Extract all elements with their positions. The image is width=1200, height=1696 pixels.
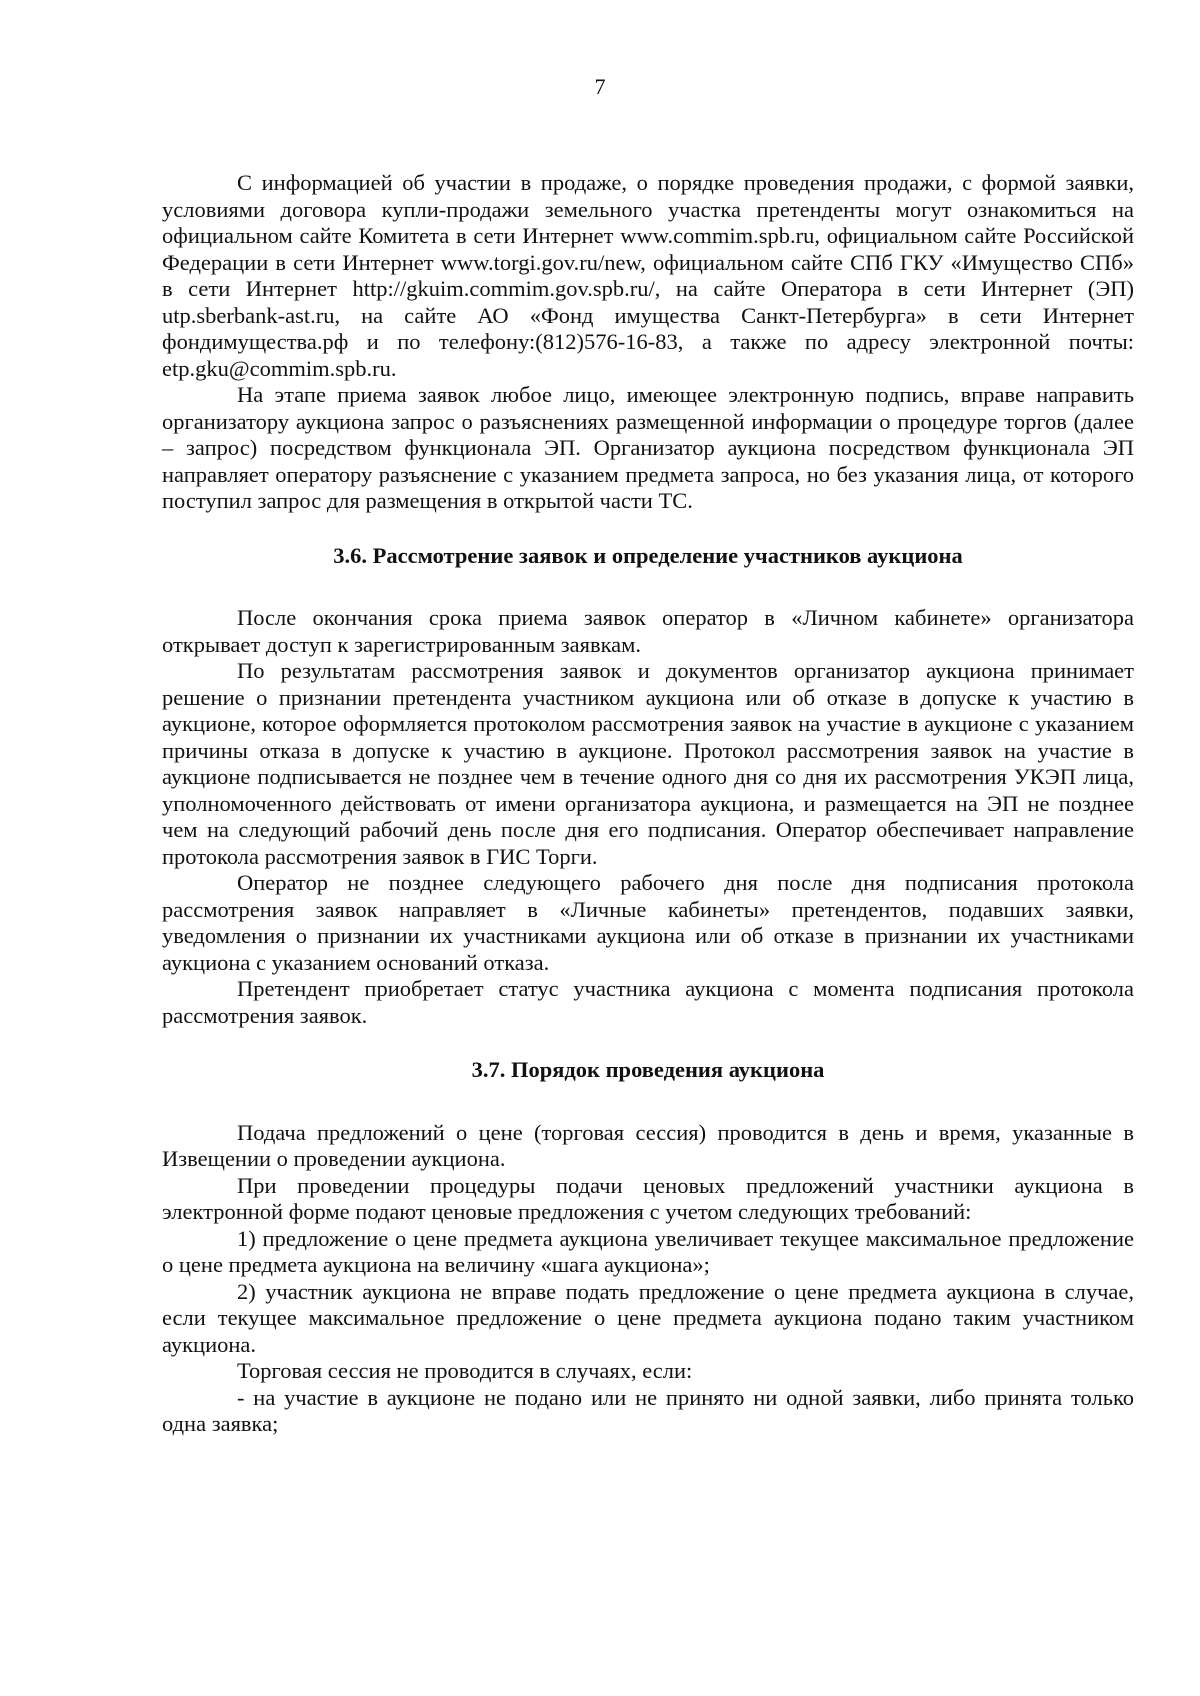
paragraph: Оператор не позднее следующего рабочего дня после дня подписания протокола рассмотрения заявок направляет в «Личные кабинеты» претендентов, подавших заявки, уведомления о признании их участниками аукциона или об отказе в признании их участниками аукциона с указанием оснований отказа. bbox=[162, 870, 1134, 975]
paragraph: Торговая сессия не проводится в случаях, если: bbox=[237, 1358, 693, 1383]
section-heading-3-6: 3.6. Рассмотрение заявок и определение участников аукциона bbox=[333, 542, 963, 568]
paragraph: Претендент приобретает статус участника аукциона с момента подписания протокола рассмотрения заявок. bbox=[162, 976, 1134, 1028]
list-item: - на участие в аукционе не подано или не принято ни одной заявки, либо принята только одна заявка; bbox=[162, 1384, 1134, 1436]
section-heading-3-7: 3.7. Порядок проведения аукциона bbox=[471, 1057, 825, 1082]
paragraph: При проведении процедуры подачи ценовых предложений участники аукциона в электронной форме подают ценовые предложения с учетом следующих требований: bbox=[162, 1172, 1134, 1224]
paragraph: По результатам рассмотрения заявок и документов организатор аукциона принимает решение о признании претендента участником аукциона или об отказе в допуске к участию в аукционе, которое оформляется протоколом рассмотрения заявок на участие в аукционе с указанием причины отказа в допуске к участию в аукционе. Протокол рассмотрения заявок на участие в аукционе подписывается не позднее чем в течение одного дня со дня их рассмотрения УКЭП лица, уполномоченного действовать от имени организатора аукциона, и размещается на ЭП не позднее чем на следующий рабочий день после дня его подписания. Оператор обеспечивает направление протокола рассмотрения заявок в ГИС Торги. bbox=[162, 658, 1134, 869]
list-item: 2) участник аукциона не вправе подать предложение о цене предмета аукциона в случае, если текущее максимальное предложение о цене предмета аукциона подано таким участником аукциона. bbox=[162, 1278, 1134, 1357]
paragraph: С информацией об участии в продаже, о порядке проведения продажи, с формой заявки, условиями договора купли-продажи земельного участка претенденты могут ознакомиться на официальном сайте Комитета в сети Интернет www.commim.spb.ru, официальном сайте Российской Федерации в сети Интернет www.torgi.gov.ru/new, официальном сайте СПб ГКУ «Имущество СПб» в сети Интернет http://gkuim.commim.gov.spb.ru/, на сайте Оператора в сети Интернет (ЭП) utp.sberbank-ast.ru, на сайте АО «Фонд имущества Санкт-Петербурга» в сети Интернет фондимущества.рф и по телефону:(812)576-16-83, а также по адресу электронной почты: etp.gku@commim.spb.ru. bbox=[162, 170, 1134, 381]
paragraph: После окончания срока приема заявок оператор в «Личном кабинете» организатора открывает доступ к зарегистрированным заявкам. bbox=[162, 605, 1134, 657]
paragraph: На этапе приема заявок любое лицо, имеющее электронную подпись, вправе направить организатору аукциона запрос о разъяснениях размещенной информации о процедуре торгов (далее – запрос) посредством функционала ЭП. Организатор аукциона посредством функционала ЭП направляет оператору разъяснение с указанием предмета запроса, но без указания лица, от которого поступил запрос для размещения в открытой части ТС. bbox=[162, 382, 1134, 513]
document-body bbox=[162, 170, 1134, 1438]
paragraph: Подача предложений о цене (торговая сессия) проводится в день и время, указанные в Извещении о проведении аукциона. bbox=[162, 1119, 1134, 1171]
list-item: 1) предложение о цене предмета аукциона увеличивает текущее максимальное предложение о цене предмета аукциона на величину «шага аукциона»; bbox=[162, 1225, 1134, 1277]
page-number: 7 bbox=[594, 74, 606, 99]
